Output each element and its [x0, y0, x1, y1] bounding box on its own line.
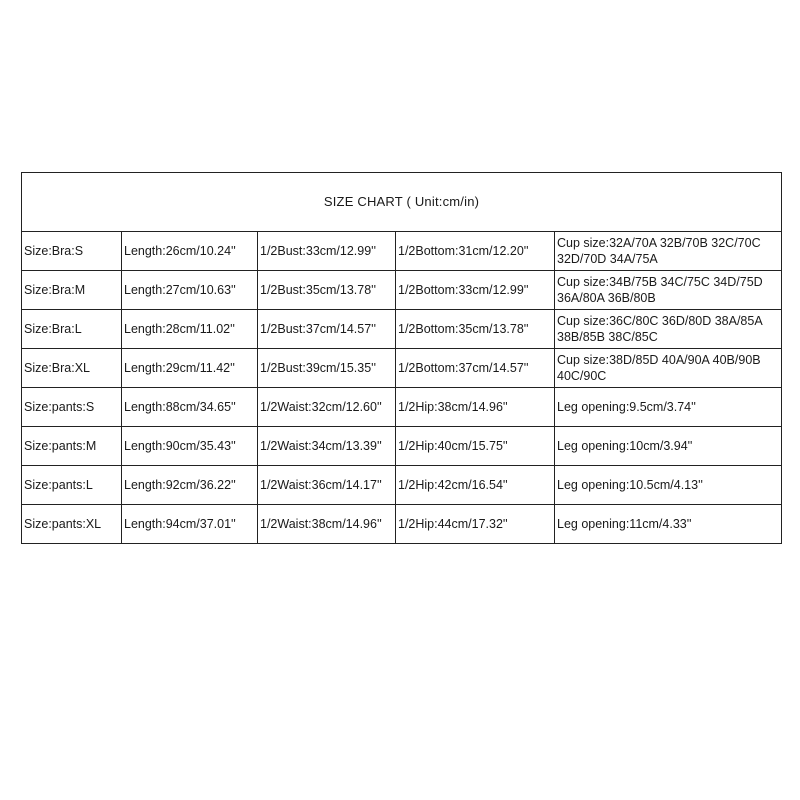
length-cell: Length:88cm/34.65''	[122, 388, 258, 427]
half-hip-cell: 1/2Hip:38cm/14.96''	[396, 388, 555, 427]
half-hip-cell: 1/2Hip:40cm/15.75''	[396, 427, 555, 466]
size-cell: Size:pants:L	[22, 466, 122, 505]
length-cell: Length:90cm/35.43''	[122, 427, 258, 466]
half-bottom-cell: 1/2Bottom:33cm/12.99''	[396, 271, 555, 310]
length-cell: Length:27cm/10.63''	[122, 271, 258, 310]
table-row	[22, 466, 782, 505]
cup-size-cell: Cup size:32A/70A 32B/70B 32C/70C 32D/70D 34A/75A	[555, 232, 782, 271]
half-bottom-cell: 1/2Bottom:37cm/14.57''	[396, 349, 555, 388]
half-bottom-cell: 1/2Bottom:31cm/12.20''	[396, 232, 555, 271]
size-chart-title-row	[22, 173, 782, 232]
half-bust-cell: 1/2Bust:33cm/12.99''	[258, 232, 396, 271]
size-chart-title: SIZE CHART ( Unit:cm/in)	[22, 173, 782, 232]
size-cell: Size:pants:S	[22, 388, 122, 427]
table-row	[22, 427, 782, 466]
size-cell: Size:Bra:M	[22, 271, 122, 310]
length-cell: Length:92cm/36.22''	[122, 466, 258, 505]
half-waist-cell: 1/2Waist:32cm/12.60''	[258, 388, 396, 427]
half-bust-cell: 1/2Bust:35cm/13.78''	[258, 271, 396, 310]
table-row	[22, 388, 782, 427]
half-waist-cell: 1/2Waist:38cm/14.96''	[258, 505, 396, 544]
length-cell: Length:94cm/37.01''	[122, 505, 258, 544]
leg-opening-cell: Leg opening:11cm/4.33''	[555, 505, 782, 544]
half-hip-cell: 1/2Hip:44cm/17.32''	[396, 505, 555, 544]
table-row	[22, 232, 782, 271]
length-cell: Length:29cm/11.42''	[122, 349, 258, 388]
half-hip-cell: 1/2Hip:42cm/16.54''	[396, 466, 555, 505]
length-cell: Length:28cm/11.02''	[122, 310, 258, 349]
half-bust-cell: 1/2Bust:39cm/15.35''	[258, 349, 396, 388]
cup-size-cell: Cup size:38D/85D 40A/90A 40B/90B 40C/90C	[555, 349, 782, 388]
table-row	[22, 349, 782, 388]
size-cell: Size:Bra:S	[22, 232, 122, 271]
table-row	[22, 271, 782, 310]
table-row	[22, 505, 782, 544]
leg-opening-cell: Leg opening:10cm/3.94''	[555, 427, 782, 466]
size-chart-table	[21, 172, 782, 544]
cup-size-cell: Cup size:34B/75B 34C/75C 34D/75D 36A/80A 36B/80B	[555, 271, 782, 310]
half-bottom-cell: 1/2Bottom:35cm/13.78''	[396, 310, 555, 349]
cup-size-cell: Cup size:36C/80C 36D/80D 38A/85A 38B/85B 38C/85C	[555, 310, 782, 349]
half-waist-cell: 1/2Waist:34cm/13.39''	[258, 427, 396, 466]
half-waist-cell: 1/2Waist:36cm/14.17''	[258, 466, 396, 505]
leg-opening-cell: Leg opening:10.5cm/4.13''	[555, 466, 782, 505]
size-cell: Size:pants:XL	[22, 505, 122, 544]
length-cell: Length:26cm/10.24''	[122, 232, 258, 271]
size-cell: Size:Bra:XL	[22, 349, 122, 388]
size-cell: Size:pants:M	[22, 427, 122, 466]
half-bust-cell: 1/2Bust:37cm/14.57''	[258, 310, 396, 349]
leg-opening-cell: Leg opening:9.5cm/3.74''	[555, 388, 782, 427]
size-cell: Size:Bra:L	[22, 310, 122, 349]
table-row	[22, 310, 782, 349]
